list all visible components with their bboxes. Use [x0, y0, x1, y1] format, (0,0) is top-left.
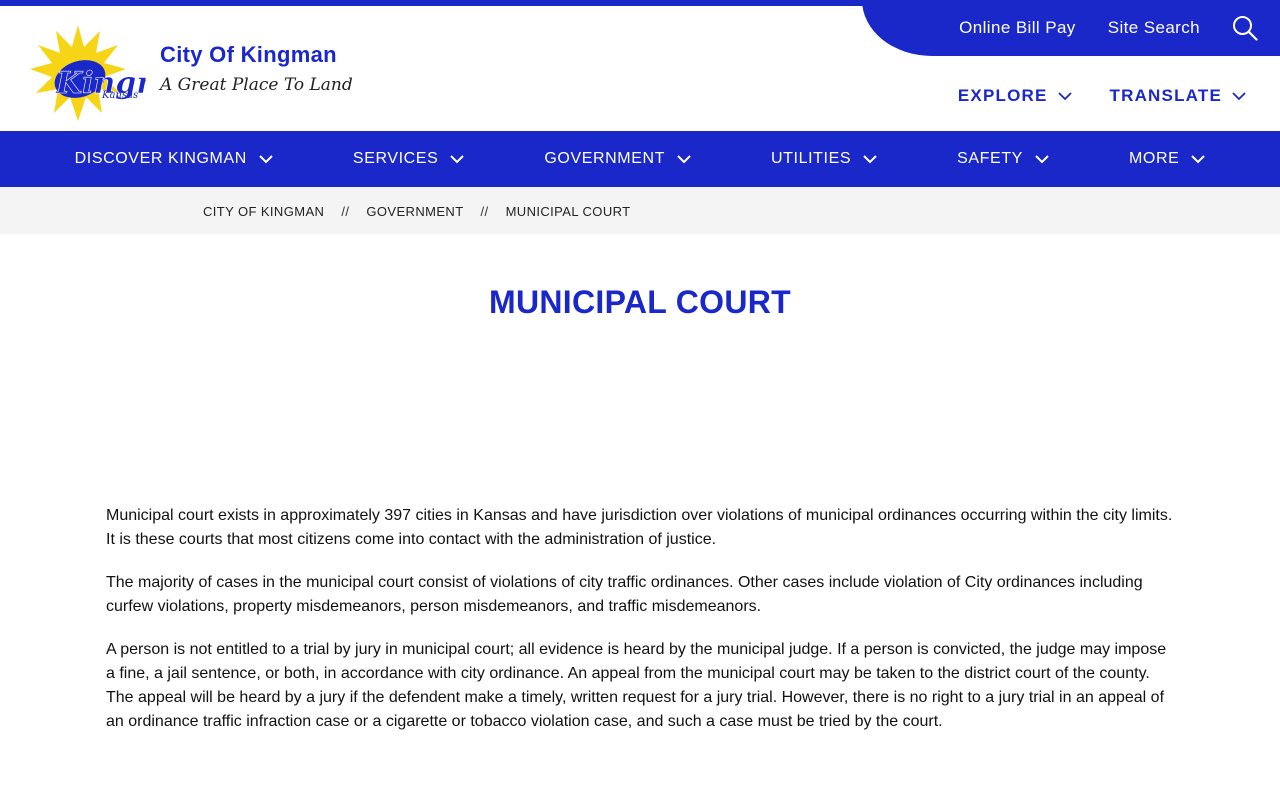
chevron-down-icon	[1035, 155, 1049, 164]
explore-label: EXPLORE	[957, 86, 1048, 105]
site-logo[interactable]	[22, 25, 146, 127]
nav-item-label: DISCOVER KINGMAN	[74, 150, 247, 167]
nav-item-safety[interactable]	[917, 131, 1089, 187]
nav-item-more[interactable]	[1089, 131, 1245, 187]
nav-item-discover-kingman[interactable]	[35, 131, 313, 187]
content-paragraph: Municipal court exists in approximately 397 cities in Kansas and have jurisdiction over violations of municipal ordinances occurring within the city limits. It is these courts that most citizens come into contact with the administration of justice.	[106, 507, 1173, 548]
nav-item-government[interactable]	[504, 131, 731, 187]
explore-menu[interactable]	[958, 86, 1072, 106]
secondary-nav	[958, 86, 1246, 106]
site-tagline: A Great Place To Land	[160, 75, 353, 95]
nav-item-utilities[interactable]	[731, 131, 917, 187]
page-content	[106, 504, 1178, 753]
nav-item-label: SERVICES	[352, 150, 439, 167]
nav-item-label: SAFETY	[957, 150, 1023, 167]
logo-letter-k: King	[56, 66, 137, 101]
search-icon[interactable]	[1232, 14, 1260, 42]
breadcrumb-city-of-kingman[interactable]: CITY OF KINGMAN	[203, 204, 325, 219]
content-paragraph: A person is not entitled to a trial by jury in municipal court; all evidence is heard by the municipal judge. If a person is convicted, the judge may impose a fine, a jail sentence, or both, in accordance with city ordinance. An appeal from the municipal court may be taken to the district court of the county. The appeal will be heard by a jury if the defendent make a timely, written request for a jury trial. However, there is no right to a jury trial in an appeal of an ordinance traffic infraction case or a cigarette or tobacco violation case, and such a case must be tried by the court.	[106, 641, 1167, 730]
translate-menu[interactable]	[1110, 86, 1246, 106]
online-bill-pay-link[interactable]: Online Bill Pay	[959, 18, 1076, 37]
nav-item-label: MORE	[1128, 150, 1180, 167]
chevron-down-icon	[1232, 92, 1246, 101]
chevron-down-icon	[1191, 155, 1205, 164]
translate-label: TRANSLATE	[1109, 86, 1222, 105]
breadcrumb-separator: //	[480, 204, 489, 219]
chevron-down-icon	[1058, 92, 1072, 101]
chevron-down-icon	[259, 155, 273, 164]
nav-item-label: UTILITIES	[771, 150, 852, 167]
chevron-down-icon	[450, 155, 464, 164]
content-paragraph: The majority of cases in the municipal court consist of violations of city traffic ordinances. Other cases include violation of City ordinances including curfew violations, property misdemeanors, person misdemeanors, and traffic misdemeanors.	[106, 574, 1143, 615]
breadcrumb-government[interactable]: GOVERNMENT	[366, 204, 464, 219]
site-title[interactable]: City Of Kingman	[160, 42, 337, 67]
chevron-down-icon	[863, 155, 877, 164]
breadcrumb-municipal-court: MUNICIPAL COURT	[505, 204, 631, 219]
nav-item-services[interactable]	[313, 131, 504, 187]
main-nav	[0, 131, 1280, 187]
chevron-down-icon	[677, 155, 691, 164]
nav-item-label: GOVERNMENT	[544, 150, 666, 167]
logo-state: Kansas	[102, 90, 139, 101]
utility-links	[959, 14, 1260, 42]
site-search-link[interactable]: Site Search	[1107, 18, 1200, 37]
page-title: MUNICIPAL COURT	[489, 284, 791, 320]
utility-bar	[862, 0, 1280, 56]
breadcrumb-bar	[0, 187, 1280, 234]
breadcrumb-separator: //	[341, 204, 350, 219]
breadcrumb	[203, 204, 631, 219]
